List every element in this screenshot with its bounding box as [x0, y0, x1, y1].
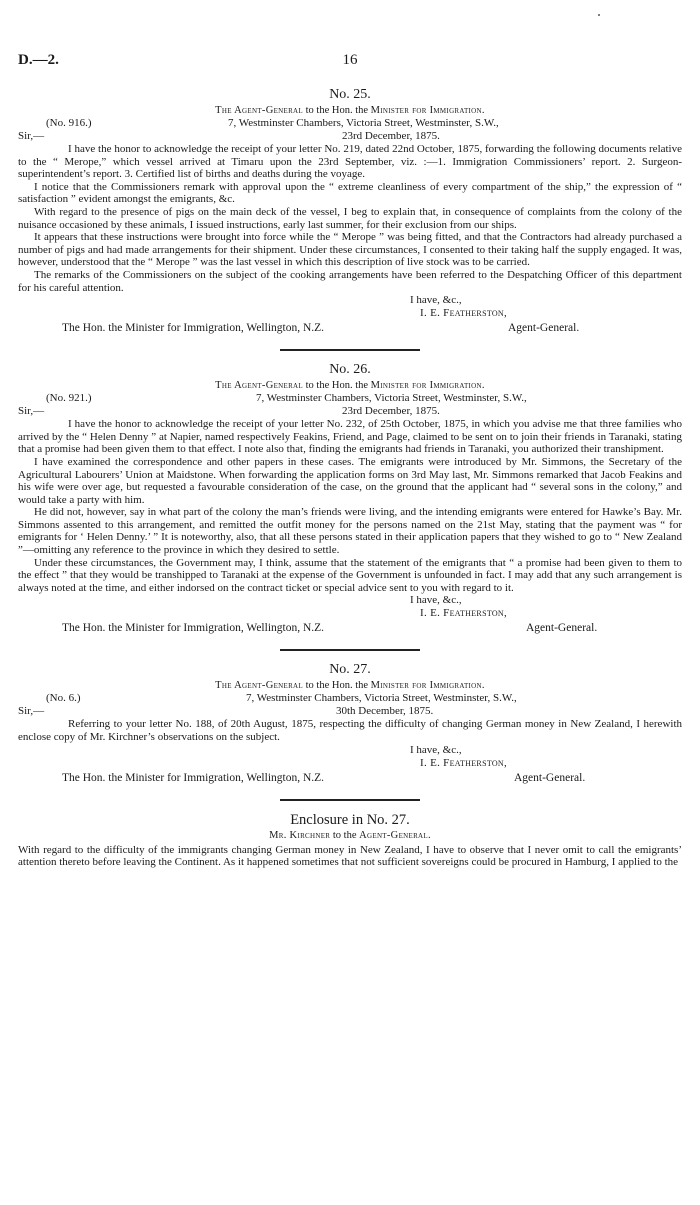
closing-block: [18, 744, 682, 771]
recipient: Minister for Immigration.: [370, 105, 485, 116]
paragraph: Referring to your letter No. 188, of 20th August, 1875, respecting the difficulty of changing German money in New Zealand, I herewith enclose copy of Mr. Kirchner’s observations on the subject.: [18, 718, 682, 744]
addressee: The Hon. the Minister for Immigration, Wellington, N.Z.: [62, 622, 325, 635]
paragraph: The remarks of the Commissioners on the subject of the cooking arrangements have been referred to the Despatching Officer of this department for his careful attention.: [18, 268, 682, 294]
page-number: 16: [342, 52, 358, 68]
recipient: Agent-General.: [359, 829, 431, 841]
sender: The Agent-General: [215, 105, 303, 116]
paragraph: With regard to the presence of pigs on the main deck of the vessel, I beg to explain that, in consequence of complaints from the colony of the nuisance occasioned by these animals, I issued instructions, early last summer, for their exclusion from our ships.: [18, 205, 682, 231]
letter-date: 23rd December, 1875.: [342, 130, 440, 142]
page-header: [18, 52, 682, 82]
salutation-row: [18, 405, 682, 418]
reference-row: [18, 117, 682, 130]
paragraph: It appears that these instructions were brought into force while the “ Merope ” was being fitted, and that the Contractors had already purchased a number of pigs and had made arrangements for their shipment. Under these circumstances, I consented to their taking half the supply engaged. It was, however, understood that the “ Merope ” was the last vessel in which this description of live stock was to be carried.: [18, 231, 682, 269]
paper-speck: [598, 14, 600, 16]
letter-number: No. 27.: [329, 662, 371, 678]
heading-connector: to the: [330, 829, 360, 841]
addressee-row: [18, 321, 682, 335]
section-divider: [280, 349, 420, 351]
paragraph: I have examined the correspondence and other papers in these cases. The emigrants were introduced by Mr. Simmons, the Secretary of the Agricultural Labourers’ Union at Maidstone. When forwarding the application forms on 3rd May last, Mr. Simmons remarked that Jacob Feakins and his wife were over age, but requested a favourable consideration of the case, on the ground that the applicant had “ several sons in the colony,” and would take a party with him.: [18, 455, 682, 506]
heading-connector: to the Hon. the: [303, 380, 371, 392]
sender: The Agent-General: [215, 380, 303, 392]
signer-title: Agent-General.: [526, 622, 598, 635]
signature: I. E. Featherston,: [420, 756, 508, 769]
document-reference: D.—2.: [18, 52, 59, 68]
signature: I. E. Featherston,: [420, 307, 508, 320]
closing-phrase: I have, &c.,: [410, 743, 462, 756]
closing-phrase: I have, &c.,: [410, 594, 462, 607]
enclosure-title: Enclosure in No. 27.: [290, 811, 410, 828]
heading-connector: to the Hon. the: [303, 680, 371, 692]
sender: Mr. Kirchner: [269, 829, 331, 841]
salutation: Sir,—: [18, 705, 45, 718]
recipient: Minister for Immigration.: [370, 380, 485, 392]
enclosure-heading: [18, 829, 682, 842]
paragraph: Under these circumstances, the Government may, I think, assume that the statement of the emigrants that “ a promise had been given to them to the effect ” that they would be transhipped to Taranaki at the expense of the Government is unfounded in fact. I may add that any such arrangement is always noted at the time, and either indorsed on the contract ticket or special advice sent to you with regard to it.: [18, 556, 682, 594]
signer-title: Agent-General.: [508, 322, 580, 335]
letter-no-25: [18, 86, 682, 335]
salutation-row: [18, 130, 682, 143]
letter-number: No. 25.: [329, 87, 371, 102]
paragraph: With regard to the difficulty of the immigrants changing German money in New Zealand, I have to observe that I never omit to call the emigrants’ attention thereto before leaving the Continent. As it happened sometimes that not sufficient sovereigns could be procured in Hamburg, I applied to the: [18, 843, 682, 869]
document-page: [18, 0, 682, 1205]
addressee-row: [18, 771, 682, 785]
closing-phrase: I have, &c.,: [410, 294, 462, 307]
letter-ref-number: (No. 6.): [46, 692, 81, 705]
letter-heading: [18, 104, 682, 117]
addressee-row: [18, 621, 682, 635]
letter-ref-number: (No. 921.): [46, 392, 92, 405]
addressee: The Hon. the Minister for Immigration, Wellington, N.Z.: [62, 771, 325, 784]
closing-block: [18, 594, 682, 621]
signature: I. E. Featherston,: [420, 607, 508, 620]
paragraph: I notice that the Commissioners remark with approval upon the “ extreme cleanliness of every compartment of the ship,” the expression of “ satisfaction ” evident amongst the emigrants, &c.: [18, 180, 682, 206]
closing-block: [18, 294, 682, 321]
letter-heading: [18, 379, 682, 392]
paragraph: I have the honor to acknowledge the receipt of your letter No. 219, dated 22nd October, 1875, forwarding the following documents relative to the “ Merope,” which vessel arrived at Timaru upon the 23rd September, viz. :—1. Immigration Commissioners’ report. 2. Surgeon-superintendent’s report. 3. Certified list of births and deaths during the voyage.: [18, 143, 682, 181]
reference-row: [18, 392, 682, 405]
signer-title: Agent-General.: [514, 771, 586, 784]
sender-address: 7, Westminster Chambers, Victoria Street, Westminster, S.W.,: [256, 392, 527, 405]
heading-connector: to the Hon. the: [303, 105, 371, 116]
salutation: Sir,—: [18, 130, 45, 142]
sender-address: 7, Westminster Chambers, Victoria Street, Westminster, S.W.,: [246, 692, 517, 705]
letter-number: No. 26.: [329, 362, 371, 378]
letter-ref-number: (No. 916.): [46, 117, 92, 129]
paragraph: He did not, however, say in what part of the colony the man’s friends were living, and the intending emigrants were entered for Hawke’s Bay. Mr. Simmons assented to this arrangement, and remitted the outfit money for the persons named on the 21st May, stating that the payment was “ for emigrants for ‘ Helen Denny.’ ” It is noteworthy, also, that all these persons stated in their application papers that they wished to go to “ New Zealand ”—omitting any reference to the province in which they desired to settle.: [18, 506, 682, 557]
section-divider: [280, 799, 420, 801]
enclosure: [18, 811, 682, 869]
addressee: The Hon. the Minister for Immigration, Wellington, N.Z.: [62, 322, 325, 335]
section-divider: [280, 649, 420, 651]
letter-date: 23rd December, 1875.: [342, 405, 440, 418]
salutation: Sir,—: [18, 405, 45, 418]
letter-date: 30th December, 1875.: [336, 705, 434, 718]
salutation-row: [18, 705, 682, 718]
recipient: Minister for Immigration.: [370, 680, 485, 692]
sender: The Agent-General: [215, 680, 303, 692]
sender-address: 7, Westminster Chambers, Victoria Street, Westminster, S.W.,: [228, 117, 499, 129]
paragraph: I have the honor to acknowledge the receipt of your letter No. 232, of 25th October, 1875, in which you advise me that three families who arrived by the “ Helen Denny ” at Napier, named respectively Feakins, Friend, and Page, claimed to be sent on to join their friends in Taranaki, stating that a promise had been given them to that effect. I note also that, finding the emigrants had friends in Taranaki, you authorized their transhipment.: [18, 418, 682, 456]
reference-row: [18, 692, 682, 705]
letter-no-26: [18, 361, 682, 635]
letter-no-27: [18, 661, 682, 784]
letter-heading: [18, 679, 682, 692]
